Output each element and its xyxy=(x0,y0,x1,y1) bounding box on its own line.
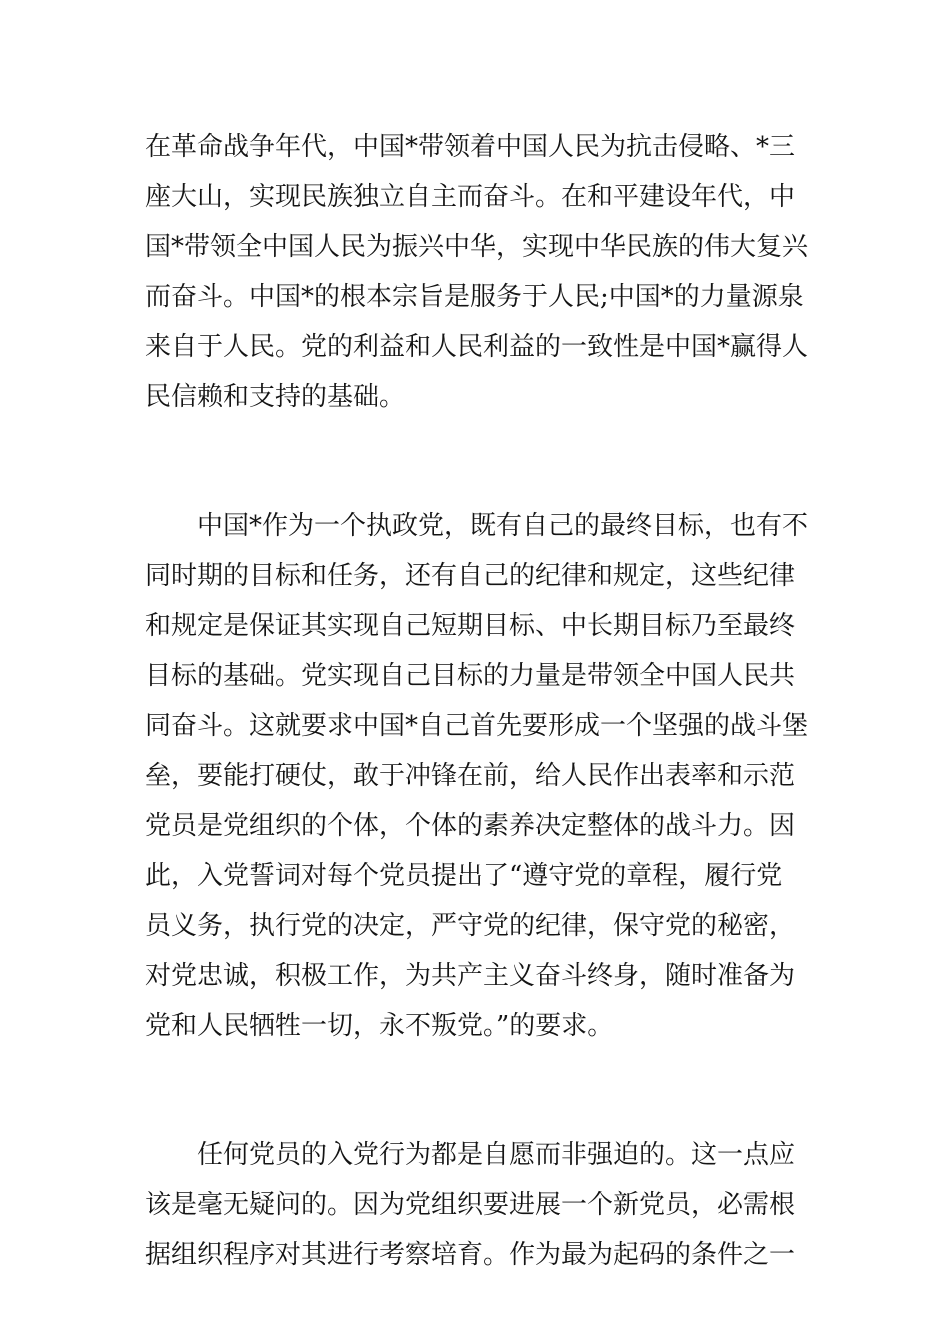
text-line: 据组织程序对其进行考察培育。作为最为起码的条件之一 xyxy=(145,1240,796,1270)
text-line: 党和人民牺牲一切，永不叛党。”的要求。 xyxy=(145,1011,614,1041)
text-line: 对党忠诚，积极工作，为共产主义奋斗终身，随时准备为 xyxy=(145,961,796,991)
text-line: 来自于人民。党的利益和人民利益的一致性是中国*赢得人 xyxy=(145,332,809,362)
paragraph-2 xyxy=(145,501,809,1051)
text-line: 目标的基础。党实现自己目标的力量是带领全中国人民共 xyxy=(145,661,796,691)
text-line: 同时期的目标和任务，还有自己的纪律和规定，这些纪律 xyxy=(145,561,796,591)
paragraph-spacer xyxy=(145,1051,805,1130)
text-line: 党员是党组织的个体，个体的素养决定整体的战斗力。因 xyxy=(145,811,796,841)
text-line: 同奋斗。这就要求中国*自己首先要形成一个坚强的战斗堡 xyxy=(145,711,809,741)
document-body xyxy=(145,122,809,1280)
text-line-indented: 中国*作为一个执政党，既有自己的最终目标，也有不 xyxy=(197,511,809,541)
text-line: 国*带领全中国人民为振兴中华，实现中华民族的伟大复兴 xyxy=(145,232,809,262)
paragraph-3 xyxy=(145,1130,805,1280)
paragraph-1 xyxy=(145,122,809,422)
text-line: 民信赖和支持的基础。 xyxy=(145,382,406,412)
paragraph-spacer xyxy=(145,422,805,501)
text-line: 在革命战争年代，中国*带领着中国人民为抗击侵略、*三 xyxy=(145,132,796,162)
text-line-indented: 任何党员的入党行为都是自愿而非强迫的。这一点应 xyxy=(197,1140,796,1170)
text-line: 此，入党誓词对每个党员提出了“遵守党的章程，履行党 xyxy=(145,861,783,891)
text-line: 员义务，执行党的决定，严守党的纪律，保守党的秘密， xyxy=(145,911,796,941)
text-line: 而奋斗。中国*的根本宗旨是服务于人民;中国*的力量源泉 xyxy=(145,282,804,312)
text-line: 和规定是保证其实现自己短期目标、中长期目标乃至最终 xyxy=(145,611,796,641)
text-line: 座大山，实现民族独立自主而奋斗。在和平建设年代，中 xyxy=(145,182,796,212)
text-line: 垒，要能打硬仗，敢于冲锋在前，给人民作出表率和示范 xyxy=(145,761,796,791)
text-line: 该是毫无疑问的。因为党组织要进展一个新党员，必需根 xyxy=(145,1190,796,1220)
